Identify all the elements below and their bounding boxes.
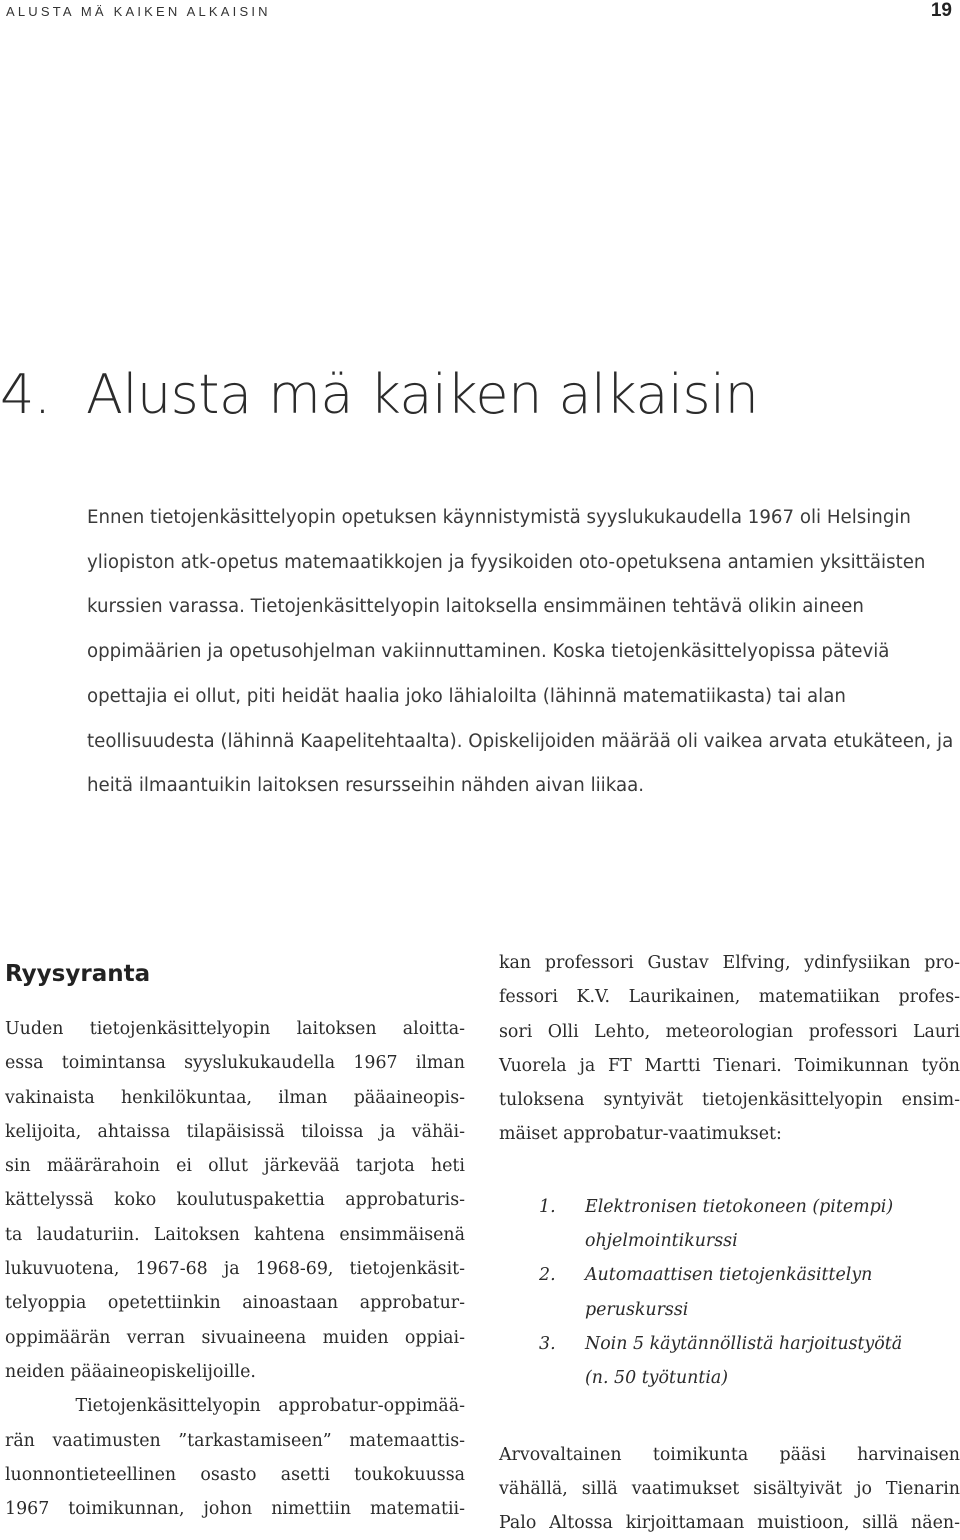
box-left-line: luonnontieteellinen osasto asetti toukokuussa <box>5 1464 465 1485</box>
box-left-text <box>5 1012 465 1526</box>
box-left-line: oppimäärän verran sivuaineena muiden oppiai- <box>5 1327 465 1348</box>
box-left-line: essa toimintansa syyslukukaudella 1967 ilman <box>5 1053 465 1074</box>
intro-line: yliopiston atk-opetus matemaatikkojen ja fyysikoiden oto-opetuksena antamien yksittäisten <box>87 551 926 573</box>
box-right-line: fessori K.V. Laurikainen, matematiikan profes- <box>499 987 960 1008</box>
chapter-number: 4. <box>0 363 51 427</box>
box-right-line: mäiset approbatur-vaatimukset: <box>499 1124 782 1145</box>
running-head: ALUSTA MÄ KAIKEN ALKAISIN <box>6 4 271 19</box>
box-right-column <box>499 946 960 1540</box>
list-item <box>499 1258 960 1327</box>
box-left-line: lukuvuotena, 1967-68 ja 1968-69, tietojenkäsit- <box>5 1259 465 1280</box>
box-left-line: Tietojenkäsittelyopin approbatur-oppimää- <box>5 1396 465 1417</box>
box-left-column <box>5 955 465 1526</box>
list-marker: 3. <box>539 1333 556 1354</box>
list-item-line: ohjelmointikurssi <box>585 1231 738 1252</box>
box-left-line: ta laudaturiin. Laitoksen kahtena ensimmäisenä <box>5 1224 465 1245</box>
box-right-line: tuloksena syntyivät tietojenkäsittelyopin ensim- <box>499 1090 960 1111</box>
box-left-line: kättelyssä koko koulutuspakettia approbaturis- <box>5 1190 465 1211</box>
chapter-title <box>0 363 758 426</box>
list-item-line: peruskurssi <box>585 1299 689 1320</box>
box-left-line: vakinaista henkilökuntaa, ilman pääaineopis- <box>5 1087 465 1108</box>
box-left-line: Uuden tietojenkäsittelyopin laitoksen aloitta- <box>5 1019 465 1039</box>
box-left-line: neiden pääaineopiskelijoille. <box>5 1361 256 1382</box>
box-left-line: kelijoita, ahtaissa tilapäisissä tiloissa ja vähäi- <box>5 1121 465 1142</box>
list-item <box>499 1190 960 1259</box>
list-item-line: Noin 5 käytännöllistä harjoitustyötä <box>585 1333 903 1354</box>
chapter-title-text: Alusta mä kaiken alkaisin <box>86 363 759 427</box>
intro-line: opettajia ei ollut, piti heidät haalia joko lähialoilta (lähinnä matematiikasta) tai alan <box>87 685 846 707</box>
box-right-line: kan professori Gustav Elfving, ydinfysiikan pro- <box>499 953 960 973</box>
box-left-line: 1967 toimikunnan, johon nimettiin matematii- <box>5 1499 465 1520</box>
intro-line: oppimäärien ja opetusohjelman vakiinnuttaminen. Koska tietojenkäsittelyopissa päteviä <box>87 641 890 663</box>
box-closing-line: Palo Altossa kirjoittamaan muistioon, sillä näen- <box>499 1513 960 1534</box>
box-left-line: rän vaatimusten ”tarkastamiseen” matemaattis- <box>5 1430 465 1451</box>
requirements-list <box>499 1190 960 1396</box>
page-number: 19 <box>930 0 952 21</box>
list-item-line: Automaattisen tietojenkäsittelyn <box>585 1265 873 1286</box>
list-item-line: Elektronisen tietokoneen (pitempi) <box>585 1196 894 1217</box>
list-item <box>499 1327 960 1396</box>
box-right-line: sori Olli Lehto, meteorologian professori Lauri <box>499 1021 960 1042</box>
intro-line: Ennen tietojenkäsittelyopin opetuksen käynnistymistä syyslukukaudella 1967 oli Helsingin <box>87 507 911 528</box>
intro-paragraph <box>87 496 959 809</box>
list-marker: 2. <box>539 1265 556 1286</box>
box-left-line: sin määrärahoin ei ollut järkevää tarjota heti <box>5 1156 465 1177</box>
box-heading: Ryysyranta <box>5 961 151 987</box>
intro-line: heitä ilmaantuikin laitoksen resursseihin nähden aivan liikaa. <box>87 775 645 797</box>
list-item-line: (n. 50 työtuntia) <box>585 1368 729 1389</box>
box-closing-line: vähällä, sillä vaatimukset sisältyivät jo Tienarin <box>499 1478 960 1499</box>
box-closing-text <box>499 1438 960 1540</box>
box-closing-line: Arvovaltainen toimikunta pääsi harvinaisen <box>499 1444 960 1465</box>
box-right-text <box>499 946 960 1152</box>
list-marker: 1. <box>539 1196 556 1217</box>
box-right-line: Vuorela ja FT Martti Tienari. Toimikunnan työn <box>499 1055 960 1076</box>
box-left-line: telyoppia opetettiinkin ainoastaan approbatur- <box>5 1293 465 1314</box>
intro-line: kurssien varassa. Tietojenkäsittelyopin laitoksella ensimmäinen tehtävä olikin aineen <box>87 596 864 618</box>
intro-line: teollisuudesta (lähinnä Kaapelitehtaalta). Opiskelijoiden määrää oli vaikea arvata etukäteen, ja <box>87 730 954 752</box>
